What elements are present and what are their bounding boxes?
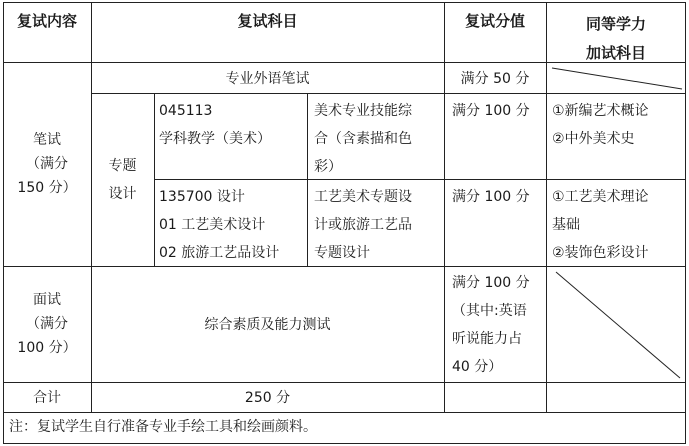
- topic-score-cell: [452, 97, 544, 125]
- interview-name: 综合素质及能力测试: [204, 317, 331, 333]
- header-extra: [546, 10, 686, 68]
- topic-design-label-line: 专题: [108, 157, 137, 174]
- extra-subjects-cell: [552, 183, 684, 267]
- foreign-exam-score: 满分 50 分: [460, 70, 530, 87]
- interview-score-line: （其中:英语: [452, 303, 527, 319]
- col-rule-topic: [154, 93, 155, 266]
- total-label: 合计: [33, 390, 61, 406]
- extra-subject: ②装饰色彩设计: [552, 245, 649, 261]
- written-label-line: 笔试: [33, 132, 61, 148]
- footnote: 注：复试学生自行准备专业手绘工具和绘画颜料。: [9, 419, 317, 435]
- interview-score-cell: [452, 269, 544, 381]
- interview-label-line: （满分: [26, 316, 68, 332]
- extra-subject: ②中外美术史: [552, 131, 635, 147]
- topic-line: 彩）: [314, 159, 342, 175]
- interview-label: [3, 266, 91, 382]
- foreign-rule: [91, 93, 686, 94]
- interview-label-line: 100 分）: [17, 340, 77, 356]
- major-line: 045113: [159, 103, 213, 119]
- header-subjects: 复试科目: [237, 12, 298, 30]
- extra-subject: 基础: [552, 217, 580, 233]
- written-label-line: 150 分）: [17, 180, 77, 196]
- major-cell: [159, 183, 305, 267]
- table-border-bottom: [3, 443, 686, 444]
- topic-line: 工艺美术专题设: [314, 189, 412, 205]
- foreign-exam-name: 专业外语笔试: [225, 70, 310, 87]
- written-label: [3, 62, 91, 266]
- extra-subject: ①工艺美术理论: [552, 189, 649, 205]
- interview-score-line: 40 分）: [452, 359, 503, 375]
- header-extra-line: 同等学力: [585, 15, 646, 33]
- col-rule-major: [307, 93, 308, 266]
- diagonal-slash: [546, 266, 686, 382]
- interview-score-line: 听说能力占: [452, 331, 522, 347]
- topic-line: 专题设计: [314, 245, 370, 261]
- topic-design-label-line: 设计: [108, 185, 137, 202]
- total-value: 250 分: [244, 390, 291, 406]
- topic-score: 满分 100 分: [452, 189, 530, 205]
- written-label-line: （满分: [26, 156, 68, 172]
- header-extra-line: 加试科目: [585, 44, 646, 62]
- major-line: 02 旅游工艺品设计: [159, 245, 280, 261]
- major-cell: [159, 97, 305, 153]
- topic-design-label: [91, 93, 154, 266]
- major-line: 学科教学（美术）: [159, 131, 271, 147]
- topic-cell: [314, 97, 442, 181]
- major-line: 135700 设计: [159, 189, 245, 205]
- topic-score: 满分 100 分: [452, 103, 530, 119]
- extra-subjects-cell: [552, 97, 684, 153]
- interview-label-line: 面试: [33, 292, 61, 308]
- major-line: 01 工艺美术设计: [159, 217, 266, 233]
- interview-score-line: 满分 100 分: [452, 275, 530, 291]
- topic-line: 美术专业技能综: [314, 103, 412, 119]
- extra-subject: ①新编艺术概论: [552, 103, 649, 119]
- retest-table: [3, 2, 686, 444]
- header-content: 复试内容: [16, 12, 77, 30]
- diagonal-slash: [546, 62, 686, 93]
- topic-line: 合（含素描和色: [314, 131, 412, 147]
- header-score: 复试分值: [464, 12, 525, 30]
- topic-line: 计或旅游工艺品: [314, 217, 412, 233]
- table-border-top: [3, 2, 686, 3]
- topic-score-cell: [452, 183, 544, 211]
- topic-cell: [314, 183, 442, 267]
